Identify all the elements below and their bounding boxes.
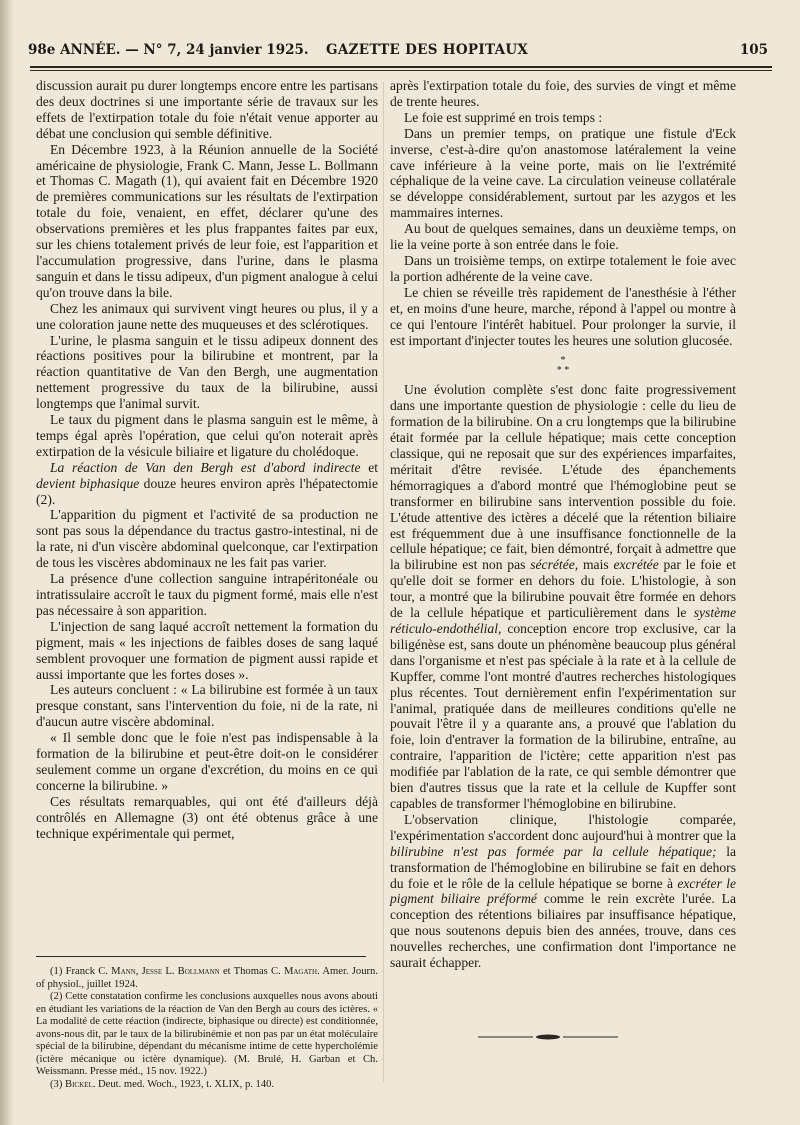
paragraph: L'injection de sang laqué accroît nettement la formation du pigment, mais « les injections de faibles doses de sang laqué semblent provoquer une formation de pigment aussi rapide et aussi importante que les fortes doses ». <box>36 618 378 682</box>
binding-shadow <box>0 0 14 1125</box>
left-column <box>36 78 378 842</box>
paragraph: Chez les animaux qui survivent vingt heures ou plus, il y a une coloration jaune nette des muqueuses et des sclérotiques. <box>36 300 378 332</box>
header-rule-thick <box>30 66 772 68</box>
header-rule-thin <box>30 70 772 71</box>
footnote-rule <box>36 956 366 957</box>
footnote-2: (2) Cette constatation confirme les conclusions auxquelles nous avons abouti en étudiant les variations de la réaction de Van den Bergh au cours des ictères. « La modalité de cette réaction (indirecte, biphasique ou directe) est conditionnée, avons-nous dit, par le taux de la bilirubinémie et non pas par un état moléculaire spécial de la bilirubine, dépendant du mécanisme intime de cette hypercholémie (ictère mécanique ou ictère dynamique). (M. Brulé, H. Garban et Ch. Weissmann. Presse méd., 15 nov. 1922.) <box>36 991 378 1077</box>
right-column <box>390 78 736 971</box>
italic-text: La réaction de Van den Bergh est d'abord indirecte <box>50 459 361 475</box>
paragraph: L'apparition du pigment et l'activité de sa production ne sont pas sous la dépendance du tractus gastro-intestinal, ni de la rate, ni d'un viscère abdominal quelconque, car l'extirpation de tous les viscères abdominaux ne les fait pas varier. <box>36 507 378 571</box>
paragraph-italic <box>36 460 378 508</box>
section-asterism <box>390 356 736 376</box>
paragraph: après l'extirpation totale du foie, des survies de vingt et même de trente heures. <box>390 78 736 109</box>
end-ornament <box>478 1034 618 1040</box>
paragraph: Les auteurs concluent : « La bilirubine est formée à un taux presque constant, sans l'intervention du foie, ni de la rate, ni d'aucun autre viscère abdominal. <box>36 682 378 730</box>
journal-title: GAZETTE DES HOPITAUX <box>326 42 529 58</box>
text: et <box>368 459 379 475</box>
footnote-1: (1) Franck C. Mann, Jesse L. Bollmann et Thomas C. Magath. Amer. Journ. of physiol., juillet 1924. <box>36 966 378 990</box>
footnotes <box>36 966 378 1091</box>
paragraph: Le foie est supprimé en trois temps : <box>404 109 603 125</box>
paragraph: En Décembre 1923, à la Réunion annuelle de la Société américaine de physiologie, Frank C. Mann, Jesse L. Bollmann et Thomas C. Magath (1), qui avaient fait en Décembre 1920 de premières communications sur les résultats de l'extirpation totale du foie, venaient, en effet, déclarer qu'une des observations premières et les plus frappantes faites par eux, sur les chiens totalement privés de leur foie, est l'apparition et l'accumulation progressive, dans l'urine, dans le plasma sanguin et dans le tissu adipeux, d'un pigment analogue à celui qu'on trouve dans la bile. <box>36 141 378 300</box>
italic-text: devient biphasique <box>36 475 140 491</box>
text: douze heures environ après l'hépatectomie (2). <box>36 475 378 507</box>
column-divider <box>383 82 384 1082</box>
paragraph: L'observation clinique, l'histologie comparée, l'expérimentation s'accordent donc aujourd'hui à montrer que la bilirubine n'est pas formée par la cellule hépatique; la transformation de l'hémoglobine en bilirubine se fait en dehors du foie et le rôle de la cellule hépatique se borne à excréter le pigment biliaire préformé comme le rein excrète l'urée. La conception des rétentions biliaires par insuffisance hépatique, que nous soutenons depuis bien des années, trouve, dans ces nouvelles recherches, une confirmation dont l'importance ne saurait échapper. <box>390 811 736 971</box>
paragraph: discussion aurait pu durer longtemps encore entre les partisans des deux doctrines si une importante série de travaux sur les effets de l'extirpation totale du foie n'était venue apporter au débat une conclusion qui semble définitive. <box>36 78 378 141</box>
paragraph: Le taux du pigment dans le plasma sanguin est le même, à temps égal après l'opération, que celui qu'on noterait après extirpation de la vésicule biliaire et ligature du cholédoque. <box>36 412 378 459</box>
asterism-top: * <box>560 355 566 367</box>
paragraph: Au bout de quelques semaines, dans un deuxième temps, on lie la veine porte à son entrée dans le foie. <box>390 221 736 253</box>
paragraph: La présence d'une collection sanguine intrapéritonéale ou intratissulaire accroît le taux du pigment formé, mais elle n'est pas nécessaire à son apparition. <box>36 571 378 618</box>
paragraph: Dans un troisième temps, on extirpe totalement le foie avec la portion adhérente de la veine cave. <box>390 252 736 284</box>
paragraph: Le chien se réveille très rapidement de l'anesthésie à l'éther et, en moins d'une heure, marche, répond à l'appel ou montre à ce qui l'entoure l'intérêt habituel. Pour prolonger la survie, il est important d'injecter toutes les heures une solution glucosée. <box>390 284 736 348</box>
page-number: 105 <box>739 42 768 58</box>
paragraph: Dans un premier temps, on pratique une fistule d'Eck inverse, c'est-à-dire qu'on anastomose latéralement la veine cave inférieure à la veine porte, mais on lie l'extrémité céphalique de la veine cave. La circulation veineuse collatérale se développe considérablement, surtout par les azygos et les mammaires internes. <box>390 125 736 221</box>
footnote-3: (3) Bickel. Deut. med. Woch., 1923, t. XLIX, p. 140. <box>50 1078 275 1090</box>
paragraph: Une évolution complète s'est donc faite progressivement dans une importante question de physiologie : celle du lieu de formation de la bilirubine. On a cru longtemps que la bilirubine était formée par la cellule hépatique; mais cette conception classique, qui ne reposait que sur des expériences imparfaites, méritait d'être revisée. L'étude des épanchements hémorragiques a d'abord montré que l'hémoglobine peut se transformer en bilirubine sans intervention possible du foie. L'étude attentive des ictères a décelé que la rétention biliaire est fréquemment due à une insuffisance fonctionnelle de la cellule hépatique; ce fait, bien démontré, forçait à admettre que la bilirubine est non pas sécrétée, mais excrétée par le foie et qu'elle doit se former en dehors du foie. L'histologie, à son tour, a montré que la bilirubine pouvait être formée en dehors de la cellule hépatique et particulièrement dans le système réticulo-endothélial, conception encore trop exclusive, car la biligénèse est, sans doute un phénomène beaucoup plus général dans l'organisme et n'est pas spéciale à la rate et à la cellule de Kupffer, comme l'ont montré d'autres recherches histologiques plus récentes. Tout dernièrement enfin l'expérimentation sur l'animal, pratiquée dans de meilleures conditions qu'elle ne pouvait l'être il y a quarante ans, a prouvé que l'ablation du foie, loin d'entraver la formation de la bilirubine, entraîne, au contraire, l'apparition de l'ictère; cette apparition n'est pas modifiée par l'ablation de la rate, ce qui semble démontrer que bien d'autres tissus que la rate et la cellule de Kupffer sont capables de transformer l'hémoglobine en bilirubine. <box>390 382 737 811</box>
paragraph: Ces résultats remarquables, qui ont été d'ailleurs déjà contrôlés en Allemagne (3) ont été obtenus grâce à une technique expérimentale qui permet, <box>36 793 378 841</box>
paragraph: L'urine, le plasma sanguin et le tissu adipeux donnent des réactions positives pour la bilirubine et montrent, par la réaction quantitative de Van den Bergh, une augmentation nettement progressive du taux de la bilirubine, aussi longtemps que l'animal survit. <box>36 332 378 412</box>
issue-info: 98e ANNÉE. — N° 7, 24 janvier 1925. <box>28 42 309 58</box>
asterism-bottom: * * <box>556 365 570 377</box>
paragraph: « Il semble donc que le foie n'est pas indispensable à la formation de la bilirubine et peut-être doit-on le considérer seulement comme un organe d'excrétion, du moins en ce qui concerne la bilirubine. » <box>36 730 378 793</box>
page-header <box>28 40 768 62</box>
